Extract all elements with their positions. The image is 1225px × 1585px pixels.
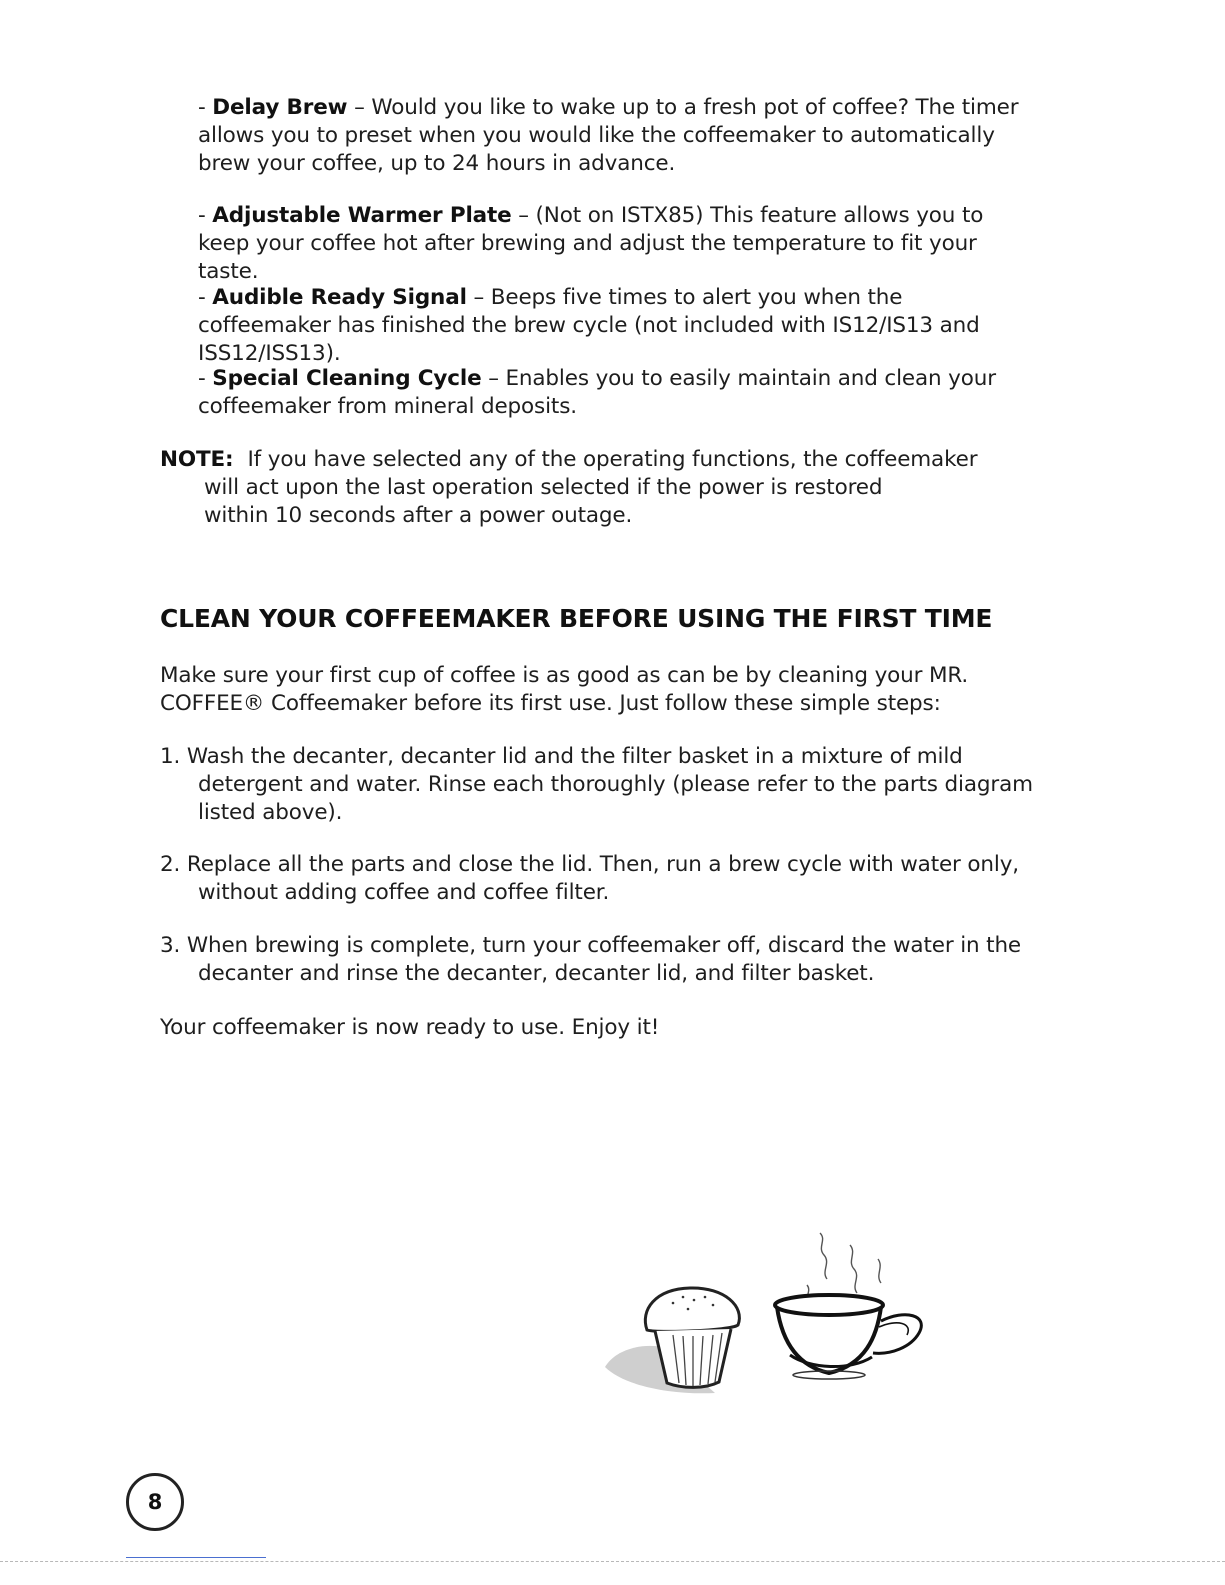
feature-description: – Would you like to wake up to a fresh pot of coffee? The timer allows you to preset when you would like the coffeemaker to automatically brew your coffee, up to 24 hours in advance. [198, 95, 1019, 176]
feature-bullet: - [198, 366, 213, 391]
feature-description: – (Not on ISTX85) This feature allows you to keep your coffee hot after brewing and adjust the temperature to fit your taste. [198, 203, 984, 284]
page-number-badge: 8 [126, 1473, 184, 1531]
closing-text: Your coffeemaker is now ready to use. Enjoy it! [160, 1015, 660, 1040]
feature-bullet: - [198, 203, 213, 228]
intro-line: COFFEE® Coffeemaker before its first use. Just follow these simple steps: [160, 691, 941, 716]
note-text-line: If you have selected any of the operating functions, the coffeemaker [247, 447, 978, 472]
feature-title: Delay Brew [212, 95, 348, 120]
feature-description: – Beeps five times to alert you when the coffeemaker has finished the brew cycle (not included with IS12/IS13 and ISS12/ISS13). [198, 285, 980, 366]
cleaning-step-2 [160, 851, 1040, 907]
section-heading: CLEAN YOUR COFFEEMAKER BEFORE USING THE FIRST TIME [160, 604, 993, 633]
intro-paragraph [160, 662, 1040, 718]
feature-bullet: - [198, 285, 213, 310]
muffin-and-coffee-cup-illustration [595, 1225, 945, 1400]
step-first-line: 1. Wash the decanter, decanter lid and the filter basket in a mixture of mild [160, 744, 963, 769]
coffee-cup-icon [775, 1295, 921, 1379]
feature-adjustable-warmer-plate [198, 202, 1028, 286]
feature-delay-brew [198, 94, 1028, 178]
cleaning-step-1 [160, 743, 1040, 827]
steam-icon [807, 1233, 881, 1303]
footer-rule-blue [126, 1557, 266, 1558]
power-outage-note [160, 446, 1010, 530]
step-first-line: 3. When brewing is complete, turn your coffeemaker off, discard the water in the [160, 933, 1022, 958]
feature-title: Audible Ready Signal [212, 285, 467, 310]
intro-line: Make sure your first cup of coffee is as good as can be by cleaning your MR. [160, 663, 969, 688]
feature-title: Special Cleaning Cycle [212, 366, 482, 391]
note-text-line: within 10 seconds after a power outage. [204, 503, 633, 528]
cleaning-step-3 [160, 932, 1040, 988]
step-continuation: decanter and rinse the decanter, decanter lid, and filter basket. [198, 961, 875, 986]
step-continuation: detergent and water. Rinse each thoroughly (please refer to the parts diagram listed above). [198, 772, 1033, 825]
step-continuation: without adding coffee and coffee filter. [198, 880, 610, 905]
feature-description: – Enables you to easily maintain and clean your coffeemaker from mineral deposits. [198, 366, 996, 419]
footer-rule-dashed [0, 1561, 1225, 1562]
feature-title: Adjustable Warmer Plate [212, 203, 512, 228]
feature-bullet: - [198, 95, 213, 120]
feature-special-cleaning-cycle [198, 365, 1028, 421]
step-first-line: 2. Replace all the parts and close the lid. Then, run a brew cycle with water only, [160, 852, 1019, 877]
note-label: NOTE: [160, 447, 234, 472]
note-text-line: will act upon the last operation selected if the power is restored [204, 475, 883, 500]
feature-audible-ready-signal [198, 284, 1028, 368]
